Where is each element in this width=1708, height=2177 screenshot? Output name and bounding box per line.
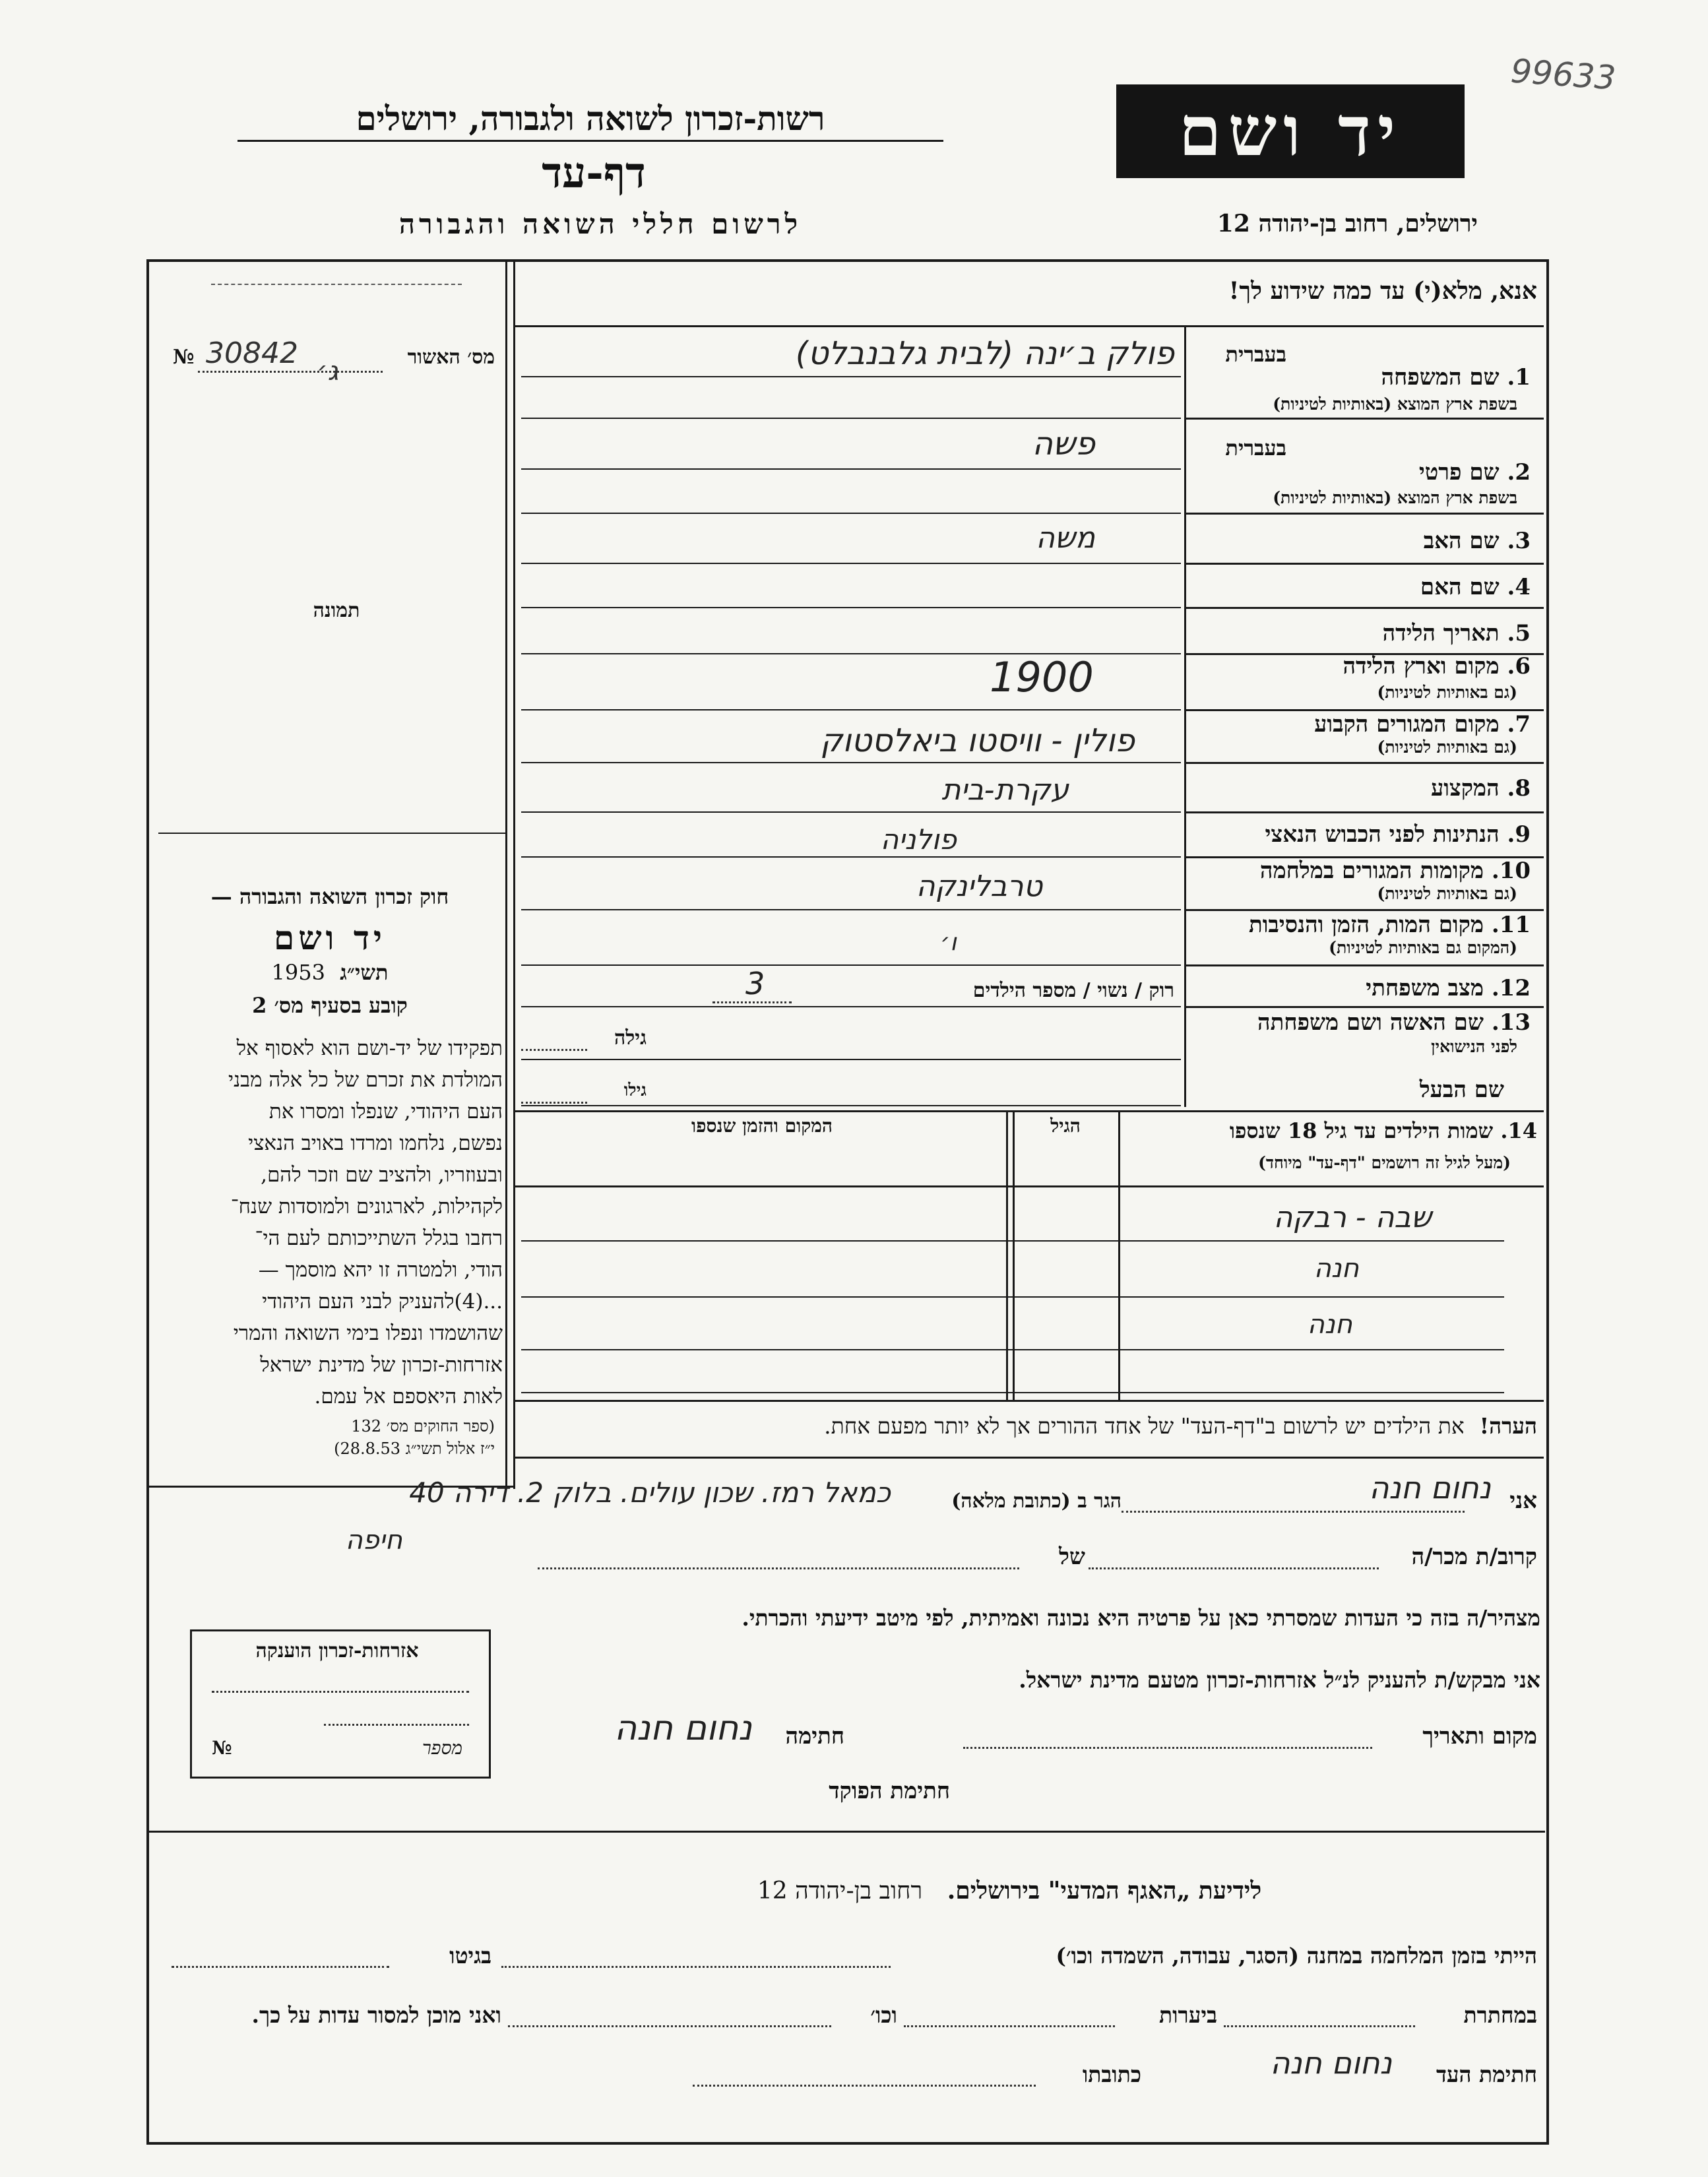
law-year	[158, 960, 501, 985]
address-label: כתובתו	[1082, 2062, 1141, 2087]
declarant-address[interactable]: כמאל רמז. שכון עולים. בלוק 2. דירה 40	[409, 1476, 891, 1509]
children-label-text: שמות הילדים עד גיל 18 שנספו	[1229, 1118, 1494, 1143]
husband-age-line	[521, 1102, 587, 1104]
of-line	[538, 1567, 1019, 1569]
field-label	[1194, 1009, 1531, 1036]
row-sep-4	[1186, 607, 1544, 609]
citizenship-line-2	[324, 1724, 469, 1726]
field-value[interactable]: משה	[1036, 521, 1095, 555]
bottom-to-label: לידיעת „האגף המדעי" בירושלים.	[947, 1877, 1262, 1905]
etc-line	[508, 2025, 831, 2027]
children-number: 14.	[1500, 1118, 1537, 1143]
col-place: המקום והזמן שנספו	[691, 1115, 833, 1137]
field-value[interactable]: 1900	[990, 653, 1094, 701]
forests-line	[904, 2025, 1115, 2027]
field-label-text: מקום המות, הזמן והנסיבות	[1248, 912, 1484, 938]
field-label	[1194, 653, 1531, 679]
law-source-2: י״ז אלול תשי״ג 28.8.53)	[334, 1439, 495, 1458]
note-text: את הילדים יש לרשום ב"דף-העד" של אחד ההורים אך לא יותר מפעם אחת.	[824, 1413, 1465, 1439]
children-row-line	[521, 1240, 1504, 1242]
law-source-1: (ספר החוקים מס׳ 132	[351, 1417, 495, 1436]
field-label	[1194, 574, 1531, 600]
children-count-line	[712, 1001, 792, 1003]
field-number: 10.	[1491, 858, 1531, 884]
field-value[interactable]: עקרת-בית	[941, 773, 1069, 807]
law-year-hebrew: תשי״ג	[340, 960, 389, 985]
law-line: המולדת את זכרם של כל אלה מבני	[228, 1068, 503, 1092]
children-col-divider-2	[1006, 1110, 1008, 1401]
citizenship-box	[190, 1629, 491, 1779]
marital-options: רוק / נשוי / מספר הילדים	[972, 979, 1174, 1002]
field-number: 1.	[1507, 364, 1531, 391]
yad-vashem-logo: יד ושם	[1116, 84, 1465, 178]
relative-line	[1089, 1567, 1379, 1569]
registration-number: 30842	[206, 336, 298, 370]
authority-name: רשות-זכרון לשואה ולגבורה, ירושלים	[356, 99, 825, 138]
row-sep-7	[1186, 762, 1544, 764]
photo-tick-marks	[211, 284, 462, 293]
note-top-line	[515, 1400, 1544, 1402]
authority-underline	[237, 140, 943, 142]
law-line: רחבו בגלל השתייכותם לעם הי־	[255, 1226, 503, 1250]
row-sep-8	[1186, 811, 1544, 813]
address-line	[693, 2085, 1036, 2087]
value-line	[521, 811, 1181, 813]
field-label	[1194, 975, 1531, 1001]
declarant-i-label: אני	[1509, 1488, 1537, 1514]
field-number: 3.	[1507, 528, 1531, 554]
field-sub: (גם באותיות לטיניות)	[1377, 683, 1517, 702]
field-label-text: מקום המגורים הקבוע	[1314, 711, 1500, 738]
witness-sig-label: חתימת העד	[1436, 2062, 1537, 2087]
photo-label: תמונה	[313, 599, 360, 622]
law-line: לקהילות, לארגונים ולמוסדות שנח־	[230, 1195, 503, 1218]
child-name-2[interactable]: חנה	[1313, 1253, 1359, 1284]
children-col-divider-3	[1013, 1110, 1015, 1401]
value-line	[521, 856, 1181, 858]
camp-line	[501, 1966, 891, 1968]
row-sep-10	[1186, 909, 1544, 911]
field-value[interactable]: ו׳	[940, 929, 957, 956]
field-number: 5.	[1507, 620, 1531, 647]
place-date-label: מקום ותאריך	[1422, 1723, 1537, 1750]
request-text: אני מבקש/ת להעניק לנ״ל אזרחות-זכרון מטעם מדינת ישראל.	[1019, 1667, 1540, 1693]
law-line: אזרחות-זכרון של מדינת ישראל	[260, 1353, 503, 1377]
field-value[interactable]: פולניה	[880, 823, 957, 856]
relative-label: קרוב/ת מכר/ה	[1411, 1544, 1537, 1570]
field-label-text: מצב משפחתי	[1366, 975, 1484, 1001]
field-label-text: תאריך הלידה	[1382, 620, 1500, 647]
children-col-divider-1	[1118, 1110, 1120, 1401]
registration-label: מס׳ האשור	[407, 346, 495, 369]
hebrew-tag: בעברית	[1225, 342, 1286, 367]
bottom-to	[462, 1877, 1557, 1905]
field-number: 12.	[1491, 975, 1531, 1001]
field-label-text: שם האב	[1423, 528, 1500, 554]
citizenship-number-label: מספר	[422, 1737, 462, 1759]
ghetto-label: בגיטו	[449, 1943, 491, 1969]
child-name-1[interactable]: שבה - רבקה	[1273, 1201, 1432, 1234]
field-number: 6.	[1507, 653, 1531, 679]
field-label	[1194, 912, 1531, 938]
citizenship-title: אזרחות-זכרון הוענקה	[255, 1639, 419, 1662]
signature-label: חתימה	[785, 1723, 844, 1750]
citizenship-no: №	[212, 1737, 232, 1759]
field-label-text: שם האם	[1420, 574, 1500, 600]
declarant-name[interactable]: נחום חנה	[1369, 1470, 1491, 1505]
children-sub: (מעל לגיל זה רושמים "דף-עד" מיוחד)	[1258, 1153, 1511, 1172]
field-label-text: שם פרטי	[1418, 459, 1500, 486]
children-header-line	[515, 1185, 1544, 1187]
signature[interactable]: נחום חנה	[614, 1709, 752, 1748]
witness-signature[interactable]: נחום חנה	[1270, 2045, 1392, 2081]
law-line: ...(4)להעניק לבני העם היהודי	[262, 1290, 503, 1313]
underground-label: במחתרת	[1463, 2002, 1537, 2028]
field-sub: לפני הנישואין	[1431, 1037, 1517, 1056]
field-label-text: שם האשה ושם משפחתה	[1257, 1009, 1484, 1036]
ready-text: ואני מוכן למסור עדות על כך.	[251, 2002, 501, 2028]
law-clause: קובע בסעיף מס׳ 2	[252, 993, 408, 1018]
field-label-text: הנתינות לפני הכבוש הנאצי	[1265, 821, 1500, 848]
address: ירושלים, רחוב בן-יהודה 12	[1217, 210, 1478, 237]
note	[521, 1413, 1537, 1439]
row-sep-3	[1186, 563, 1544, 565]
of-label: של	[1059, 1544, 1085, 1570]
field-label-text: שם המשפחה	[1381, 364, 1500, 391]
value-line	[521, 513, 1181, 514]
value-line	[521, 964, 1181, 966]
declarant-city[interactable]: חיפה	[345, 1525, 402, 1556]
ghetto-line	[172, 1966, 389, 1968]
officer-label: חתימת הפוקד	[829, 1778, 950, 1804]
child-name-3[interactable]: חנה	[1307, 1309, 1352, 1340]
field-label	[1194, 528, 1531, 554]
law-name: יד ושם	[274, 918, 386, 957]
declarant-name-line	[1122, 1511, 1465, 1513]
field-number: 7.	[1507, 711, 1531, 738]
value-line	[521, 418, 1181, 419]
col-age: הגיל	[1050, 1115, 1081, 1137]
value-line	[521, 607, 1181, 608]
law-line: תפקידו של יד-ושם הוא לאסוף אל	[236, 1036, 503, 1060]
value-line	[521, 1059, 1181, 1060]
label-column-divider	[1184, 325, 1186, 1107]
value-line	[521, 376, 1181, 377]
field-label	[1194, 858, 1531, 884]
row-sep-11	[1186, 964, 1544, 966]
field-value[interactable]: פולין - וויסטו ביאלסטוק	[820, 722, 1135, 759]
intro-underline	[515, 325, 1544, 327]
field-number: 9.	[1507, 821, 1531, 848]
field-sub: (גם באותיות לטיניות)	[1377, 884, 1517, 903]
value-line	[521, 563, 1181, 564]
field-label-text: המקצוע	[1430, 775, 1500, 802]
declarant-lives-label: הגר ב (כתובת מלאה)	[951, 1490, 1122, 1513]
field-label	[1194, 711, 1531, 738]
law-line: ובעוזריו, ולהציב שם וזכר להם,	[261, 1163, 503, 1187]
value-line	[521, 468, 1181, 470]
note-label: הערה!	[1479, 1413, 1537, 1439]
children-top-line	[515, 1110, 1544, 1112]
field-label	[1194, 620, 1531, 647]
intro-text: אנא, מלא(י) עד כמה שידוע לך!	[1228, 277, 1537, 305]
children-label	[1128, 1118, 1537, 1143]
row-sep-2	[1186, 513, 1544, 515]
bottom-divider	[148, 1831, 1545, 1833]
photo-bottom-line	[158, 833, 505, 834]
field-sub: בשפת ארץ המוצא (באותיות לטיניות)	[1273, 488, 1517, 507]
law-title: חוק זכרון השואה והגבורה —	[210, 884, 449, 909]
field-label	[1194, 364, 1531, 391]
field-label	[1194, 775, 1531, 802]
forests-label: ביערות	[1158, 2002, 1217, 2028]
field-sub: (גם באותיות לטיניות)	[1377, 738, 1517, 757]
law-body	[157, 1032, 503, 1412]
declaration-text: מצהיר/ה בזה כי העדות שמסרתי כאן על פרטיה היא נכונה ואמיתית, לפי מיטב ידיעתי והכרתי.	[742, 1605, 1540, 1631]
law-line: העם היהודי, שנפלו ומסרו את	[269, 1100, 503, 1123]
form-title: דף-עד	[542, 148, 646, 198]
field-label	[1194, 459, 1531, 486]
field-number: 8.	[1507, 775, 1531, 802]
field-value[interactable]: פשה	[1032, 426, 1095, 462]
field-label-text: מקום וארץ הלידה	[1343, 653, 1500, 679]
value-line	[521, 709, 1181, 710]
registration-initial: ג׳	[317, 356, 339, 387]
etc-label: וכו׳	[870, 2002, 897, 2028]
field-value[interactable]: טרבלינקה	[916, 869, 1042, 903]
bottom-to-address: רחוב בן-יהודה 12	[757, 1877, 923, 1905]
row-sep-12	[1186, 1006, 1544, 1008]
field-value[interactable]: פולק ב׳ינה (לבית גלבנבלט)	[795, 335, 1174, 372]
archive-number: 99633	[1509, 51, 1617, 98]
left-column-divider-inner	[505, 261, 507, 1489]
field-sub: (המקום גם באותיות לטיניות)	[1329, 938, 1517, 957]
law-year-number: 1953	[271, 960, 325, 985]
field-number: 11.	[1491, 912, 1531, 938]
law-line: לאות היאספם אל עמם.	[314, 1385, 503, 1408]
value-line	[521, 909, 1181, 910]
children-count[interactable]: 3	[745, 966, 765, 1001]
spouse-age-label-2: גילו	[623, 1081, 647, 1100]
field-label	[1194, 821, 1531, 848]
value-line	[521, 1105, 1181, 1106]
law-line: נפשם, נלחמו ומרדו באויב הנאצי	[248, 1131, 503, 1155]
form-subtitle: לרשום חללי השואה והגבורה	[398, 208, 802, 240]
field-label-text: מקומות המגורים במלחמה	[1259, 858, 1484, 884]
value-line	[521, 762, 1181, 763]
left-column-divider	[513, 261, 515, 1489]
children-row-line	[521, 1392, 1504, 1393]
bottom-line1: הייתי בזמן המלחמה במחנה (הסגר, עבודה, השמדה וכו׳)	[1056, 1943, 1537, 1969]
row-sep-1	[1186, 418, 1544, 420]
hebrew-tag: בעברית	[1225, 435, 1286, 460]
children-row-line	[521, 1296, 1504, 1298]
field-number: 13.	[1491, 1009, 1531, 1036]
registration-line	[198, 371, 383, 373]
underground-line	[1224, 2025, 1415, 2027]
citizenship-line	[212, 1691, 469, 1693]
spouse-age-label: גילה	[614, 1026, 647, 1050]
field-number: 4.	[1507, 574, 1531, 600]
law-line: שהושמדו ונפלו בימי השואה והמרי	[233, 1321, 503, 1345]
children-row-line	[521, 1349, 1504, 1350]
spouse-age-line	[521, 1049, 587, 1051]
registration-no: №	[173, 346, 195, 369]
law-line: הודי, ולמטרה זו יהא מוסמך —	[258, 1258, 503, 1282]
field-sub: בשפת ארץ המוצא (באותיות לטיניות)	[1273, 394, 1517, 414]
place-date-line	[963, 1747, 1372, 1749]
note-bottom-line	[515, 1457, 1544, 1459]
value-line	[521, 1006, 1181, 1007]
field-number: 2.	[1507, 459, 1531, 486]
husband-label: שם הבעל	[1419, 1077, 1504, 1103]
